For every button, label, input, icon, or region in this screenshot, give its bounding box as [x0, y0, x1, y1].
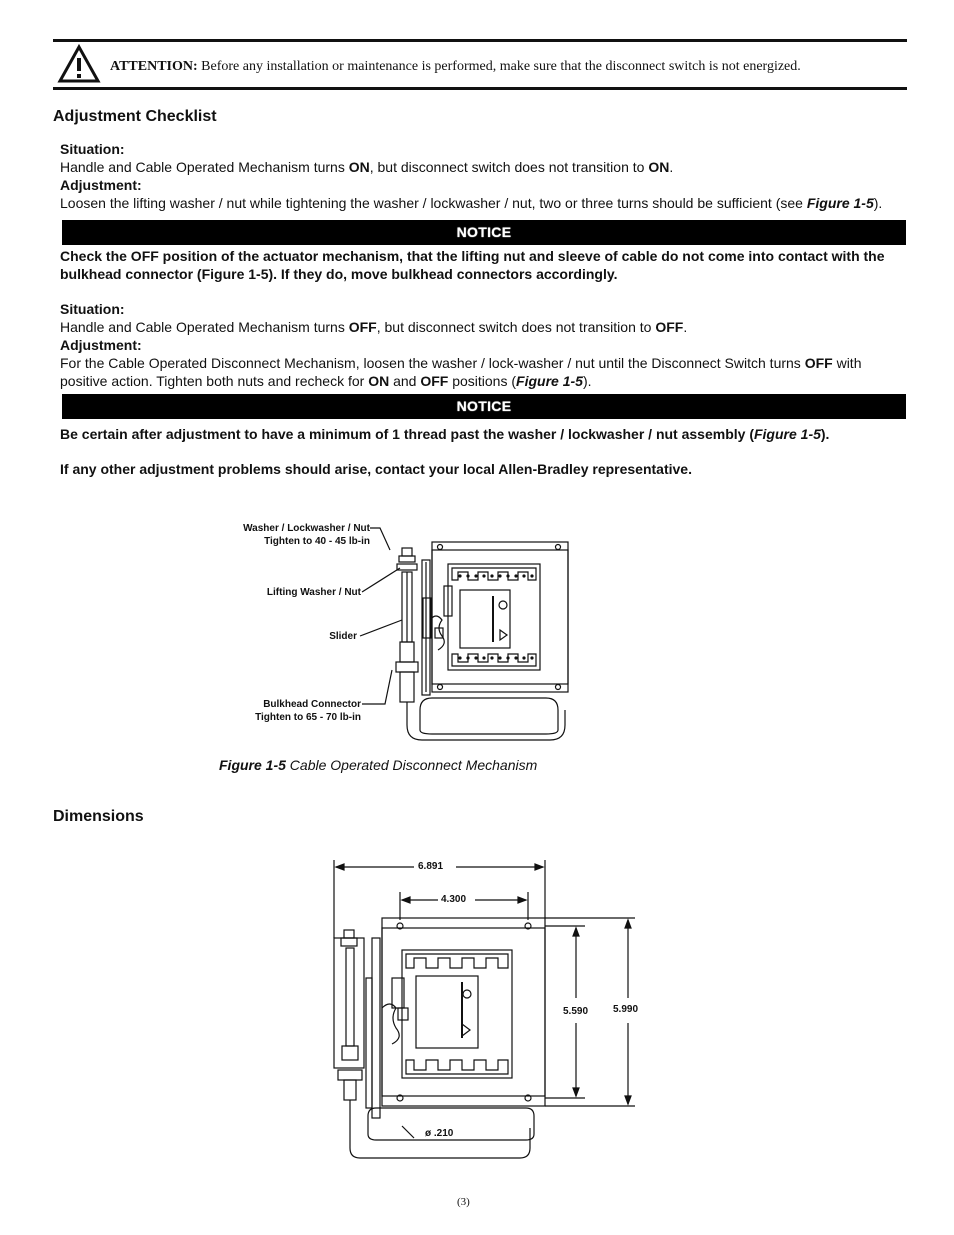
- dimension-hole-spacing: 4.300: [441, 894, 467, 905]
- attention-bottom-rule: [53, 87, 907, 90]
- dimension-overall-width: 6.891: [418, 861, 444, 872]
- contact-text: If any other adjustment problems should arise, contact your local Allen-Bradley representative.: [60, 461, 692, 477]
- situation-text-2: Handle and Cable Operated Mechanism turns OFF, but disconnect switch does not transition to OFF.: [60, 319, 688, 335]
- notice-text-1: Check the OFF position of the actuator mechanism, that the lifting nut and sleeve of cable do not come into contact with the bulkhead connector (Figure 1-5). If they do, move bulkhead connectors accordingly.: [60, 248, 885, 282]
- dimensions-drawing: [330, 858, 640, 1163]
- label-washer-lockwasher-nut: Washer / Lockwasher / Nut Tighten to 40 - 45 lb-in: [243, 523, 370, 547]
- dimension-overall-height: 5.990: [613, 1004, 639, 1015]
- adjustment-checklist-heading: Adjustment Checklist: [53, 108, 217, 125]
- situation-label-1: Situation:: [60, 141, 125, 157]
- notice-banner-1: NOTICE: [62, 220, 906, 245]
- figure-1-5-drawing: [360, 520, 580, 750]
- situation-text-1: Handle and Cable Operated Mechanism turns ON, but disconnect switch does not transition to ON.: [60, 159, 674, 175]
- warning-icon: [58, 45, 100, 83]
- dimension-hole-height: 5.590: [563, 1006, 589, 1017]
- adjustment-label-2: Adjustment:: [60, 337, 142, 353]
- notice-text-2: Be certain after adjustment to have a minimum of 1 thread past the washer / lockwasher / nut assembly (Figure 1-5).: [60, 426, 830, 442]
- adjustment-text-1: Loosen the lifting washer / nut while tightening the washer / lockwasher / nut, two or three turns should be sufficient (see Figure 1-5).: [60, 195, 883, 211]
- label-slider: Slider: [329, 631, 357, 642]
- adjustment-text-2: For the Cable Operated Disconnect Mechanism, loosen the washer / lock-washer / nut until the Disconnect Switch turns OFF with positive action. Tighten both nuts and recheck for ON and OFF positions (Figure 1-5).: [60, 355, 862, 389]
- label-lifting-washer: Lifting Washer / Nut: [266, 587, 361, 598]
- attention-text: ATTENTION: Before any installation or maintenance is performed, make sure that the disconnect switch is not energized.: [110, 59, 801, 74]
- dimension-hole-diameter: ø .210: [425, 1128, 454, 1139]
- figure-caption: Figure 1-5 Cable Operated Disconnect Mechanism: [219, 757, 538, 773]
- top-rule: [53, 39, 907, 42]
- adjustment-label-1: Adjustment:: [60, 177, 142, 193]
- page-number: (3): [457, 1196, 470, 1208]
- notice-banner-2: NOTICE: [62, 394, 906, 419]
- dimensions-heading: Dimensions: [53, 808, 144, 825]
- label-bulkhead-connector: Bulkhead Connector Tighten to 65 - 70 lb-in: [255, 699, 361, 723]
- situation-label-2: Situation:: [60, 301, 125, 317]
